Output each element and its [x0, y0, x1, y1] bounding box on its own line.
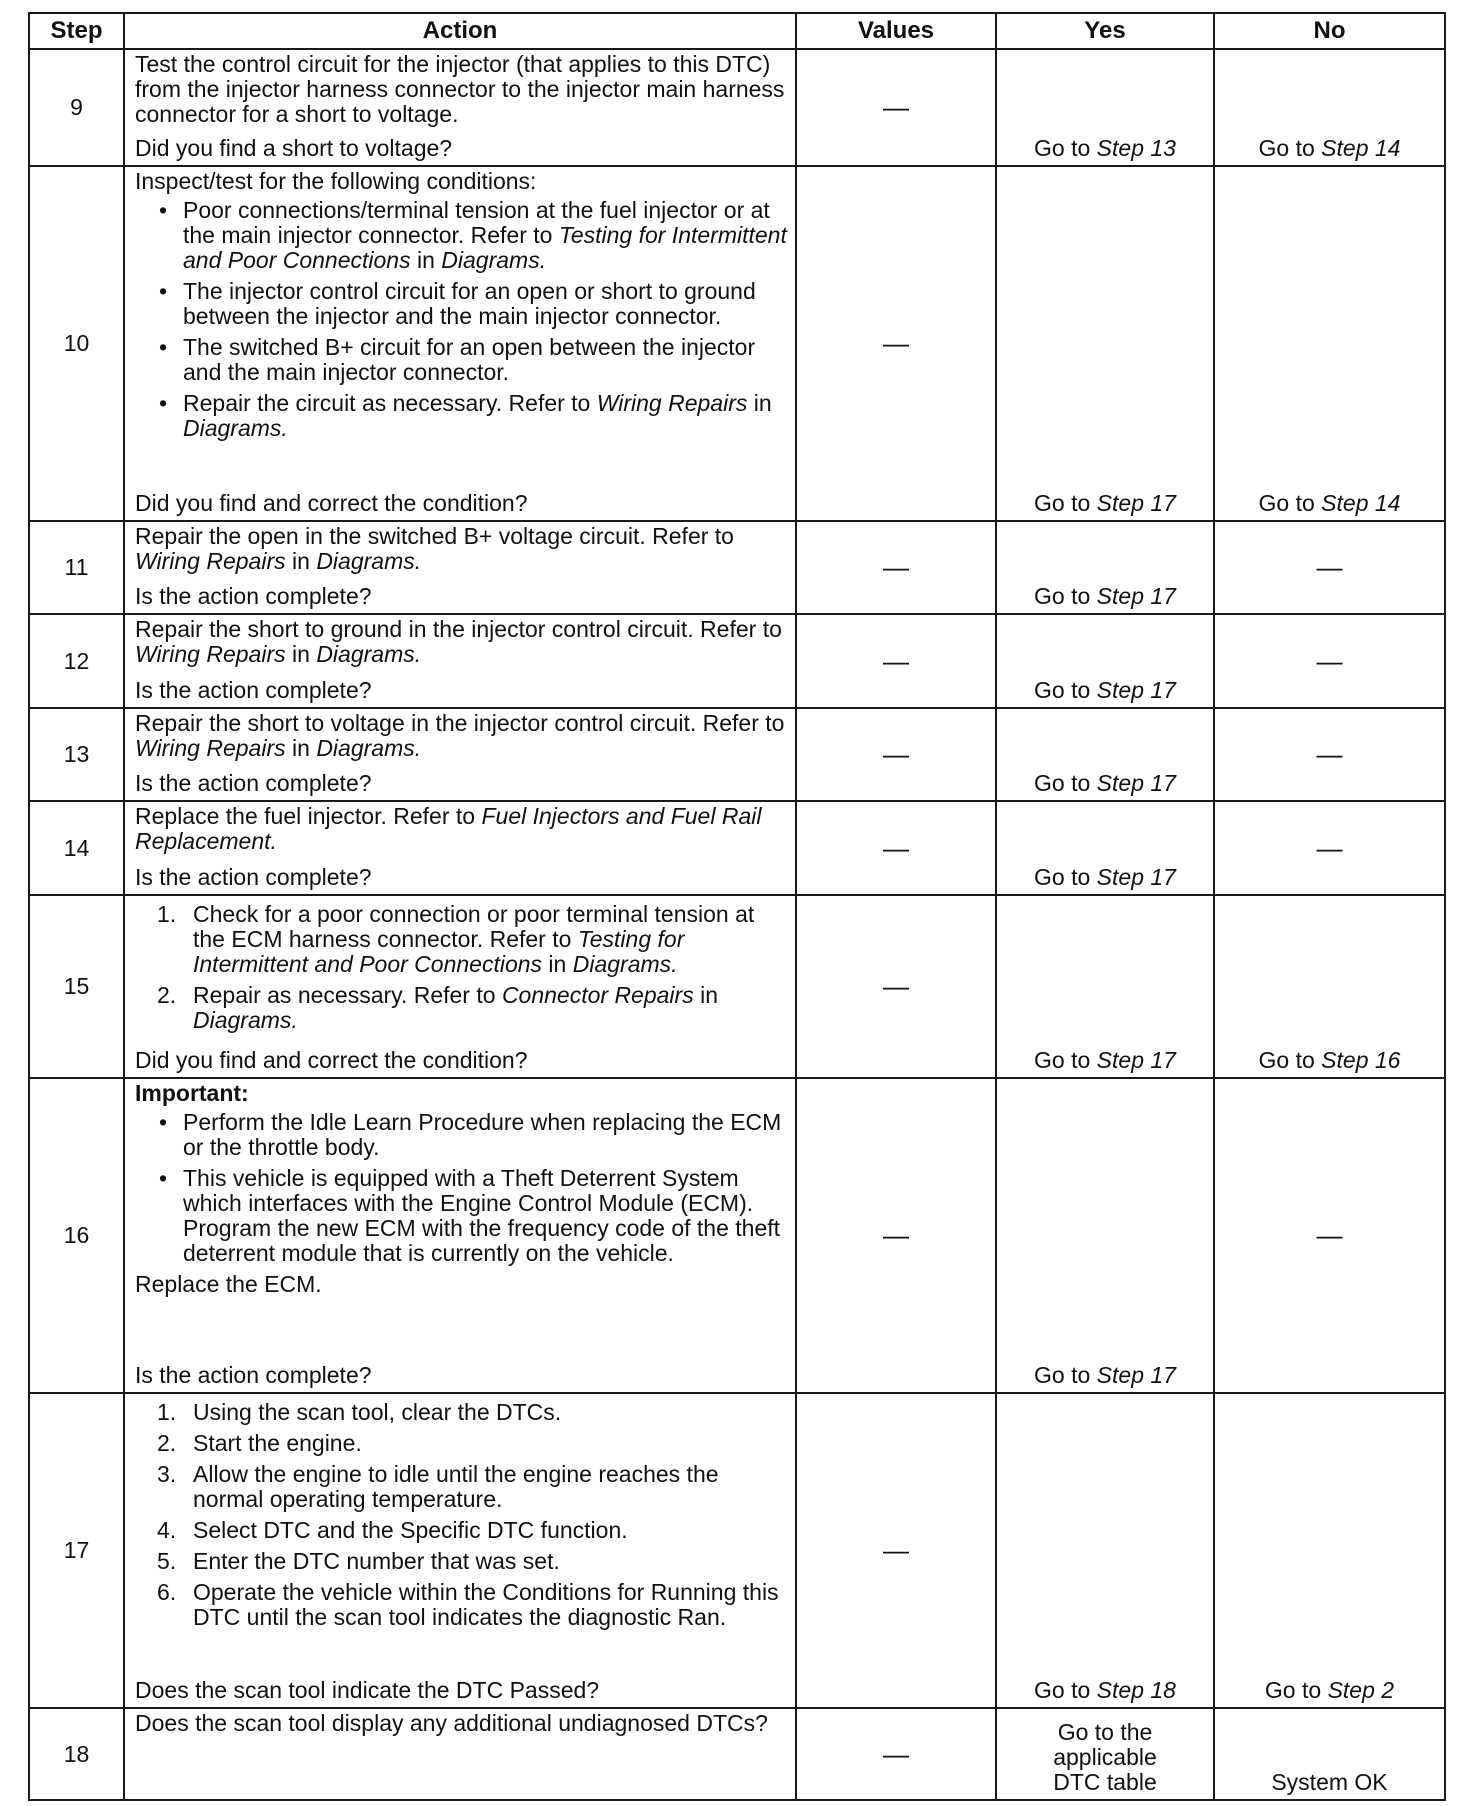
reference-link: Diagrams. — [316, 548, 422, 574]
step-number: 13 — [29, 708, 124, 801]
goto-step-link: Step 17 — [1096, 770, 1176, 796]
item-text: Select DTC and the Specific DTC function. — [193, 1517, 628, 1543]
values-cell: — — [796, 1393, 996, 1708]
goto-label: Go to — [1034, 583, 1097, 609]
action-question: Did you find and correct the condition? — [135, 1047, 528, 1073]
values-cell: — — [796, 614, 996, 708]
action-cell — [124, 801, 796, 895]
reference-link: Wiring Repairs — [596, 390, 748, 416]
reference-link: Testing for Intermittent and Poor Connections — [193, 926, 685, 977]
goto-step-link: Step 17 — [1096, 677, 1176, 703]
action-question: Is the action complete? — [135, 1362, 372, 1388]
list-item — [135, 1431, 789, 1456]
item-text: in — [747, 390, 772, 416]
goto-label: Go to — [1258, 135, 1322, 161]
list-item — [135, 1549, 789, 1574]
no-cell — [1214, 895, 1445, 1078]
yes-cell — [996, 1393, 1214, 1708]
reference-link: Testing for Intermittent and Poor Connections — [183, 222, 787, 273]
values-cell: — — [796, 1708, 996, 1800]
action-question: Is the action complete? — [135, 770, 372, 796]
values-cell: — — [796, 166, 996, 521]
step-number: 15 — [29, 895, 124, 1078]
list-item — [135, 1518, 789, 1543]
no-cell: System OK — [1214, 1708, 1445, 1800]
goto-label: Go to — [1034, 1047, 1097, 1073]
goto-step-link: Step 17 — [1096, 864, 1176, 890]
values-cell: — — [796, 895, 996, 1078]
item-number: 4. — [157, 1517, 177, 1543]
table-row — [29, 1393, 1445, 1708]
yes-cell — [996, 1078, 1214, 1393]
yes-cell — [996, 49, 1214, 166]
header-no: No — [1214, 13, 1445, 49]
item-number: 2. — [157, 1430, 177, 1456]
goto-label: Go to — [1034, 490, 1097, 516]
action-cell — [124, 1708, 796, 1800]
action-cell — [124, 1393, 796, 1708]
item-text: in — [542, 951, 573, 977]
action-cell — [124, 521, 796, 614]
table-row — [29, 166, 1445, 521]
reference-link: Fuel Injectors and Fuel Rail Replacement. — [135, 803, 762, 854]
important-list — [135, 1110, 789, 1266]
action-question: Does the scan tool display any additional undiagnosed DTCs? — [135, 1710, 768, 1736]
reference-link: Wiring Repairs — [135, 548, 286, 574]
goto-label: Go to — [1034, 1677, 1097, 1703]
item-text: Allow the engine to idle until the engine reaches the normal operating temperature. — [193, 1461, 719, 1512]
action-text: in — [285, 548, 317, 574]
action-question: Did you find and correct the condition? — [135, 490, 528, 516]
action-text: Repair the short to ground in the injector control circuit. Refer to — [135, 616, 782, 642]
header-values: Values — [796, 13, 996, 49]
item-text: Start the engine. — [193, 1430, 362, 1456]
action-text: Repair the open in the switched B+ voltage circuit. Refer to — [135, 523, 734, 549]
values-cell: — — [796, 521, 996, 614]
action-text: Replace the fuel injector. Refer to — [135, 803, 482, 829]
yes-cell — [996, 521, 1214, 614]
item-text: Repair the circuit as necessary. Refer to — [183, 390, 597, 416]
item-text: in — [410, 247, 442, 273]
action-text: Repair the short to voltage in the injector control circuit. Refer to — [135, 710, 785, 736]
yes-cell — [996, 801, 1214, 895]
list-item — [135, 902, 789, 977]
yes-cell — [996, 614, 1214, 708]
step-number: 16 — [29, 1078, 124, 1393]
no-cell — [1214, 49, 1445, 166]
item-number: 1. — [157, 1399, 177, 1425]
item-text: Enter the DTC number that was set. — [193, 1548, 560, 1574]
step-number: 14 — [29, 801, 124, 895]
action-text: in — [285, 735, 317, 761]
list-item — [135, 391, 789, 441]
action-text: Test the control circuit for the injector (that applies to this DTC) from the injector harness connector to the injector main harness connector for a short to voltage. — [135, 51, 785, 127]
action-cell — [124, 49, 796, 166]
reference-link: Diagrams. — [316, 641, 422, 667]
no-cell: — — [1214, 1078, 1445, 1393]
table-row — [29, 521, 1445, 614]
action-cell — [124, 895, 796, 1078]
action-question: Is the action complete? — [135, 583, 372, 609]
step-number: 9 — [29, 49, 124, 166]
table-row — [29, 614, 1445, 708]
goto-step-link: Step 18 — [1096, 1677, 1176, 1703]
item-number: 2. — [157, 982, 177, 1008]
item-number: 3. — [157, 1461, 177, 1487]
header-action: Action — [124, 13, 796, 49]
goto-step-link: Step 13 — [1096, 135, 1176, 161]
goto-label: Go to — [1258, 1047, 1322, 1073]
values-cell: — — [796, 1078, 996, 1393]
action-question: Is the action complete? — [135, 677, 372, 703]
goto-label: Go to — [1034, 864, 1097, 890]
action-text: in — [285, 641, 317, 667]
goto-label: Go to — [1264, 1677, 1328, 1703]
action-cell — [124, 166, 796, 521]
item-text: in — [693, 982, 718, 1008]
action-text: Replace the ECM. — [135, 1271, 322, 1297]
reference-link: Wiring Repairs — [135, 641, 286, 667]
no-cell: — — [1214, 521, 1445, 614]
no-cell — [1214, 166, 1445, 521]
list-item — [135, 1580, 789, 1630]
yes-line: DTC table — [1053, 1769, 1157, 1795]
item-text: Poor connections/terminal tension at the fuel injector or at the main injector connector. Refer to — [183, 197, 770, 248]
list-item — [135, 198, 789, 273]
action-cell — [124, 614, 796, 708]
condition-list — [135, 198, 789, 441]
table-row — [29, 49, 1445, 166]
list-item: • The injector control circuit for an open or short to ground between the injector and the main injector connector. — [135, 279, 789, 329]
goto-label: Go to — [1034, 770, 1097, 796]
action-question: Is the action complete? — [135, 864, 372, 890]
diagnostic-table-page — [28, 12, 1444, 1802]
values-cell: — — [796, 801, 996, 895]
yes-cell — [996, 1708, 1214, 1800]
step-number: 17 — [29, 1393, 124, 1708]
values-cell: — — [796, 708, 996, 801]
list-item — [135, 1400, 789, 1425]
goto-label: Go to — [1034, 135, 1097, 161]
no-cell — [1214, 1393, 1445, 1708]
table-row — [29, 801, 1445, 895]
action-cell — [124, 708, 796, 801]
reference-link: Connector Repairs — [501, 982, 694, 1008]
item-text: Check for a poor connection or poor terminal tension at the ECM harness connector. Refer to — [193, 901, 755, 952]
goto-label: Go to — [1258, 490, 1322, 516]
goto-step-link: Step 17 — [1096, 1362, 1176, 1388]
yes-cell — [996, 166, 1214, 521]
no-cell: — — [1214, 708, 1445, 801]
table-row — [29, 708, 1445, 801]
reference-link: Diagrams. — [193, 1007, 298, 1033]
yes-cell — [996, 895, 1214, 1078]
goto-step-link: Step 17 — [1096, 583, 1176, 609]
step-number: 18 — [29, 1708, 124, 1800]
header-step: Step — [29, 13, 124, 49]
item-text: Operate the vehicle within the Conditions for Running this DTC until the scan tool indicates the diagnostic Ran. — [193, 1579, 779, 1630]
item-number: 6. — [157, 1579, 177, 1605]
header-row — [29, 13, 1445, 49]
action-intro: Inspect/test for the following conditions: — [135, 168, 537, 194]
item-text: Using the scan tool, clear the DTCs. — [193, 1399, 562, 1425]
table-row — [29, 1708, 1445, 1800]
yes-line: applicable — [1053, 1744, 1157, 1770]
reference-link: Wiring Repairs — [135, 735, 286, 761]
list-item — [135, 983, 789, 1033]
no-cell: — — [1214, 801, 1445, 895]
reference-link: Diagrams. — [183, 415, 288, 441]
item-number: 5. — [157, 1548, 177, 1574]
diagnostic-table — [28, 12, 1446, 1801]
values-cell: — — [796, 49, 996, 166]
header-yes: Yes — [996, 13, 1214, 49]
reference-link: Diagrams. — [316, 735, 422, 761]
reference-link: Diagrams. — [572, 951, 678, 977]
list-item: • The switched B+ circuit for an open between the injector and the main injector connector. — [135, 335, 789, 385]
step-number: 10 — [29, 166, 124, 521]
table-row — [29, 895, 1445, 1078]
item-number: 1. — [157, 901, 177, 927]
goto-label: Go to — [1034, 1362, 1097, 1388]
action-cell — [124, 1078, 796, 1393]
step-number: 11 — [29, 521, 124, 614]
goto-step-link: Step 17 — [1096, 1047, 1176, 1073]
action-question: Does the scan tool indicate the DTC Passed? — [135, 1677, 600, 1703]
yes-cell — [996, 708, 1214, 801]
goto-step-link: Step 17 — [1096, 490, 1176, 516]
reference-link: Diagrams. — [441, 247, 547, 273]
list-item — [135, 1462, 789, 1512]
procedure-list — [135, 902, 789, 1033]
goto-step-link: Step 14 — [1321, 135, 1401, 161]
important-label: Important: — [135, 1080, 249, 1106]
list-item: • This vehicle is equipped with a Theft Deterrent System which interfaces with the Engine Control Module (ECM). Program the new ECM with the frequency code of the theft deterrent module that is currently on the vehicle. — [135, 1166, 789, 1266]
procedure-list — [135, 1400, 789, 1630]
goto-step-link: Step 14 — [1321, 490, 1401, 516]
step-number: 12 — [29, 614, 124, 708]
goto-step-link: Step 16 — [1321, 1047, 1401, 1073]
action-question: Did you find a short to voltage? — [135, 135, 453, 161]
goto-step-link: Step 2 — [1327, 1677, 1395, 1703]
goto-label: Go to — [1034, 677, 1097, 703]
yes-line: Go to the — [1057, 1719, 1153, 1745]
table-row — [29, 1078, 1445, 1393]
no-cell: — — [1214, 614, 1445, 708]
item-text: Repair as necessary. Refer to — [193, 982, 502, 1008]
list-item: • Perform the Idle Learn Procedure when replacing the ECM or the throttle body. — [135, 1110, 789, 1160]
